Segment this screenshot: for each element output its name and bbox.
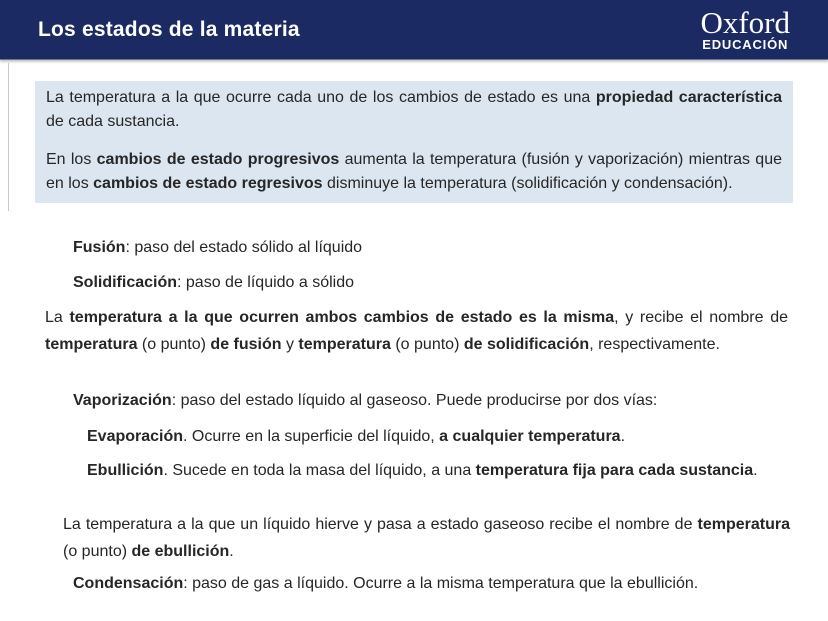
square-bullet-icon [50, 570, 73, 597]
left-edge-line [8, 63, 9, 211]
bullet-vaporizacion [50, 387, 790, 414]
subbullet-evaporacion-text: Evaporación. Ocurre en la superficie del líquido, a cualquier temperatura. [87, 428, 626, 445]
square-bullet-icon [50, 269, 73, 296]
highlight-box [35, 81, 793, 203]
oxford-logo-subtitle: EDUCACIÓN [702, 36, 789, 52]
subbullet-ebullicion-text: Ebullición. Sucede en toda la masa del líquido, a una temperatura fija para cada sustancia. [87, 462, 758, 479]
bullet-solidificacion-text: Solidificación: paso de líquido a sólido [73, 274, 355, 291]
page-title: Los estados de la materia [38, 17, 300, 41]
paragraph-ebullicion: La temperatura a la que un líquido hierve y pasa a estado gaseoso recibe el nombre de temperatura (o punto) de ebullición. [63, 516, 790, 560]
bullet-fusion [50, 234, 790, 261]
slide-header [0, 0, 828, 60]
bullet-condensacion-text: Condensación: paso de gas a líquido. Ocurre a la misma temperatura que la ebullición. [73, 575, 699, 592]
highlight-paragraph-2: En los cambios de estado progresivos aumenta la temperatura (fusión y vaporización) mientras que en los cambios de estado regresivos disminuye la temperatura (solidificación y condensación). [46, 151, 782, 192]
highlight-paragraph-1: La temperatura a la que ocurre cada uno de los cambios de estado es una propiedad característica de cada sustancia. [46, 89, 782, 130]
subbullet-evaporacion [65, 423, 790, 450]
subbullet-ebullicion [65, 457, 790, 484]
oxford-logo [700, 4, 790, 52]
bullet-condensacion [50, 570, 790, 597]
bullet-solidificacion [50, 269, 790, 296]
oxford-logo-brand: Oxford [700, 4, 790, 40]
bullet-vaporizacion-text: Vaporización: paso del estado líquido al gaseoso. Puede producirse por dos vías: [73, 392, 658, 409]
square-bullet-icon [50, 387, 73, 414]
bullet-fusion-text: Fusión: paso del estado sólido al líquido [73, 239, 363, 256]
paragraph-fusion-solidificacion: La temperatura a la que ocurren ambos cambios de estado es la misma, y recibe el nombre de temperatura (o punto) de fusión y temperatura (o punto) de solidificación, respectivamente. [45, 309, 788, 353]
round-bullet-icon [65, 423, 87, 450]
square-bullet-icon [50, 234, 73, 261]
round-bullet-icon [65, 457, 87, 484]
